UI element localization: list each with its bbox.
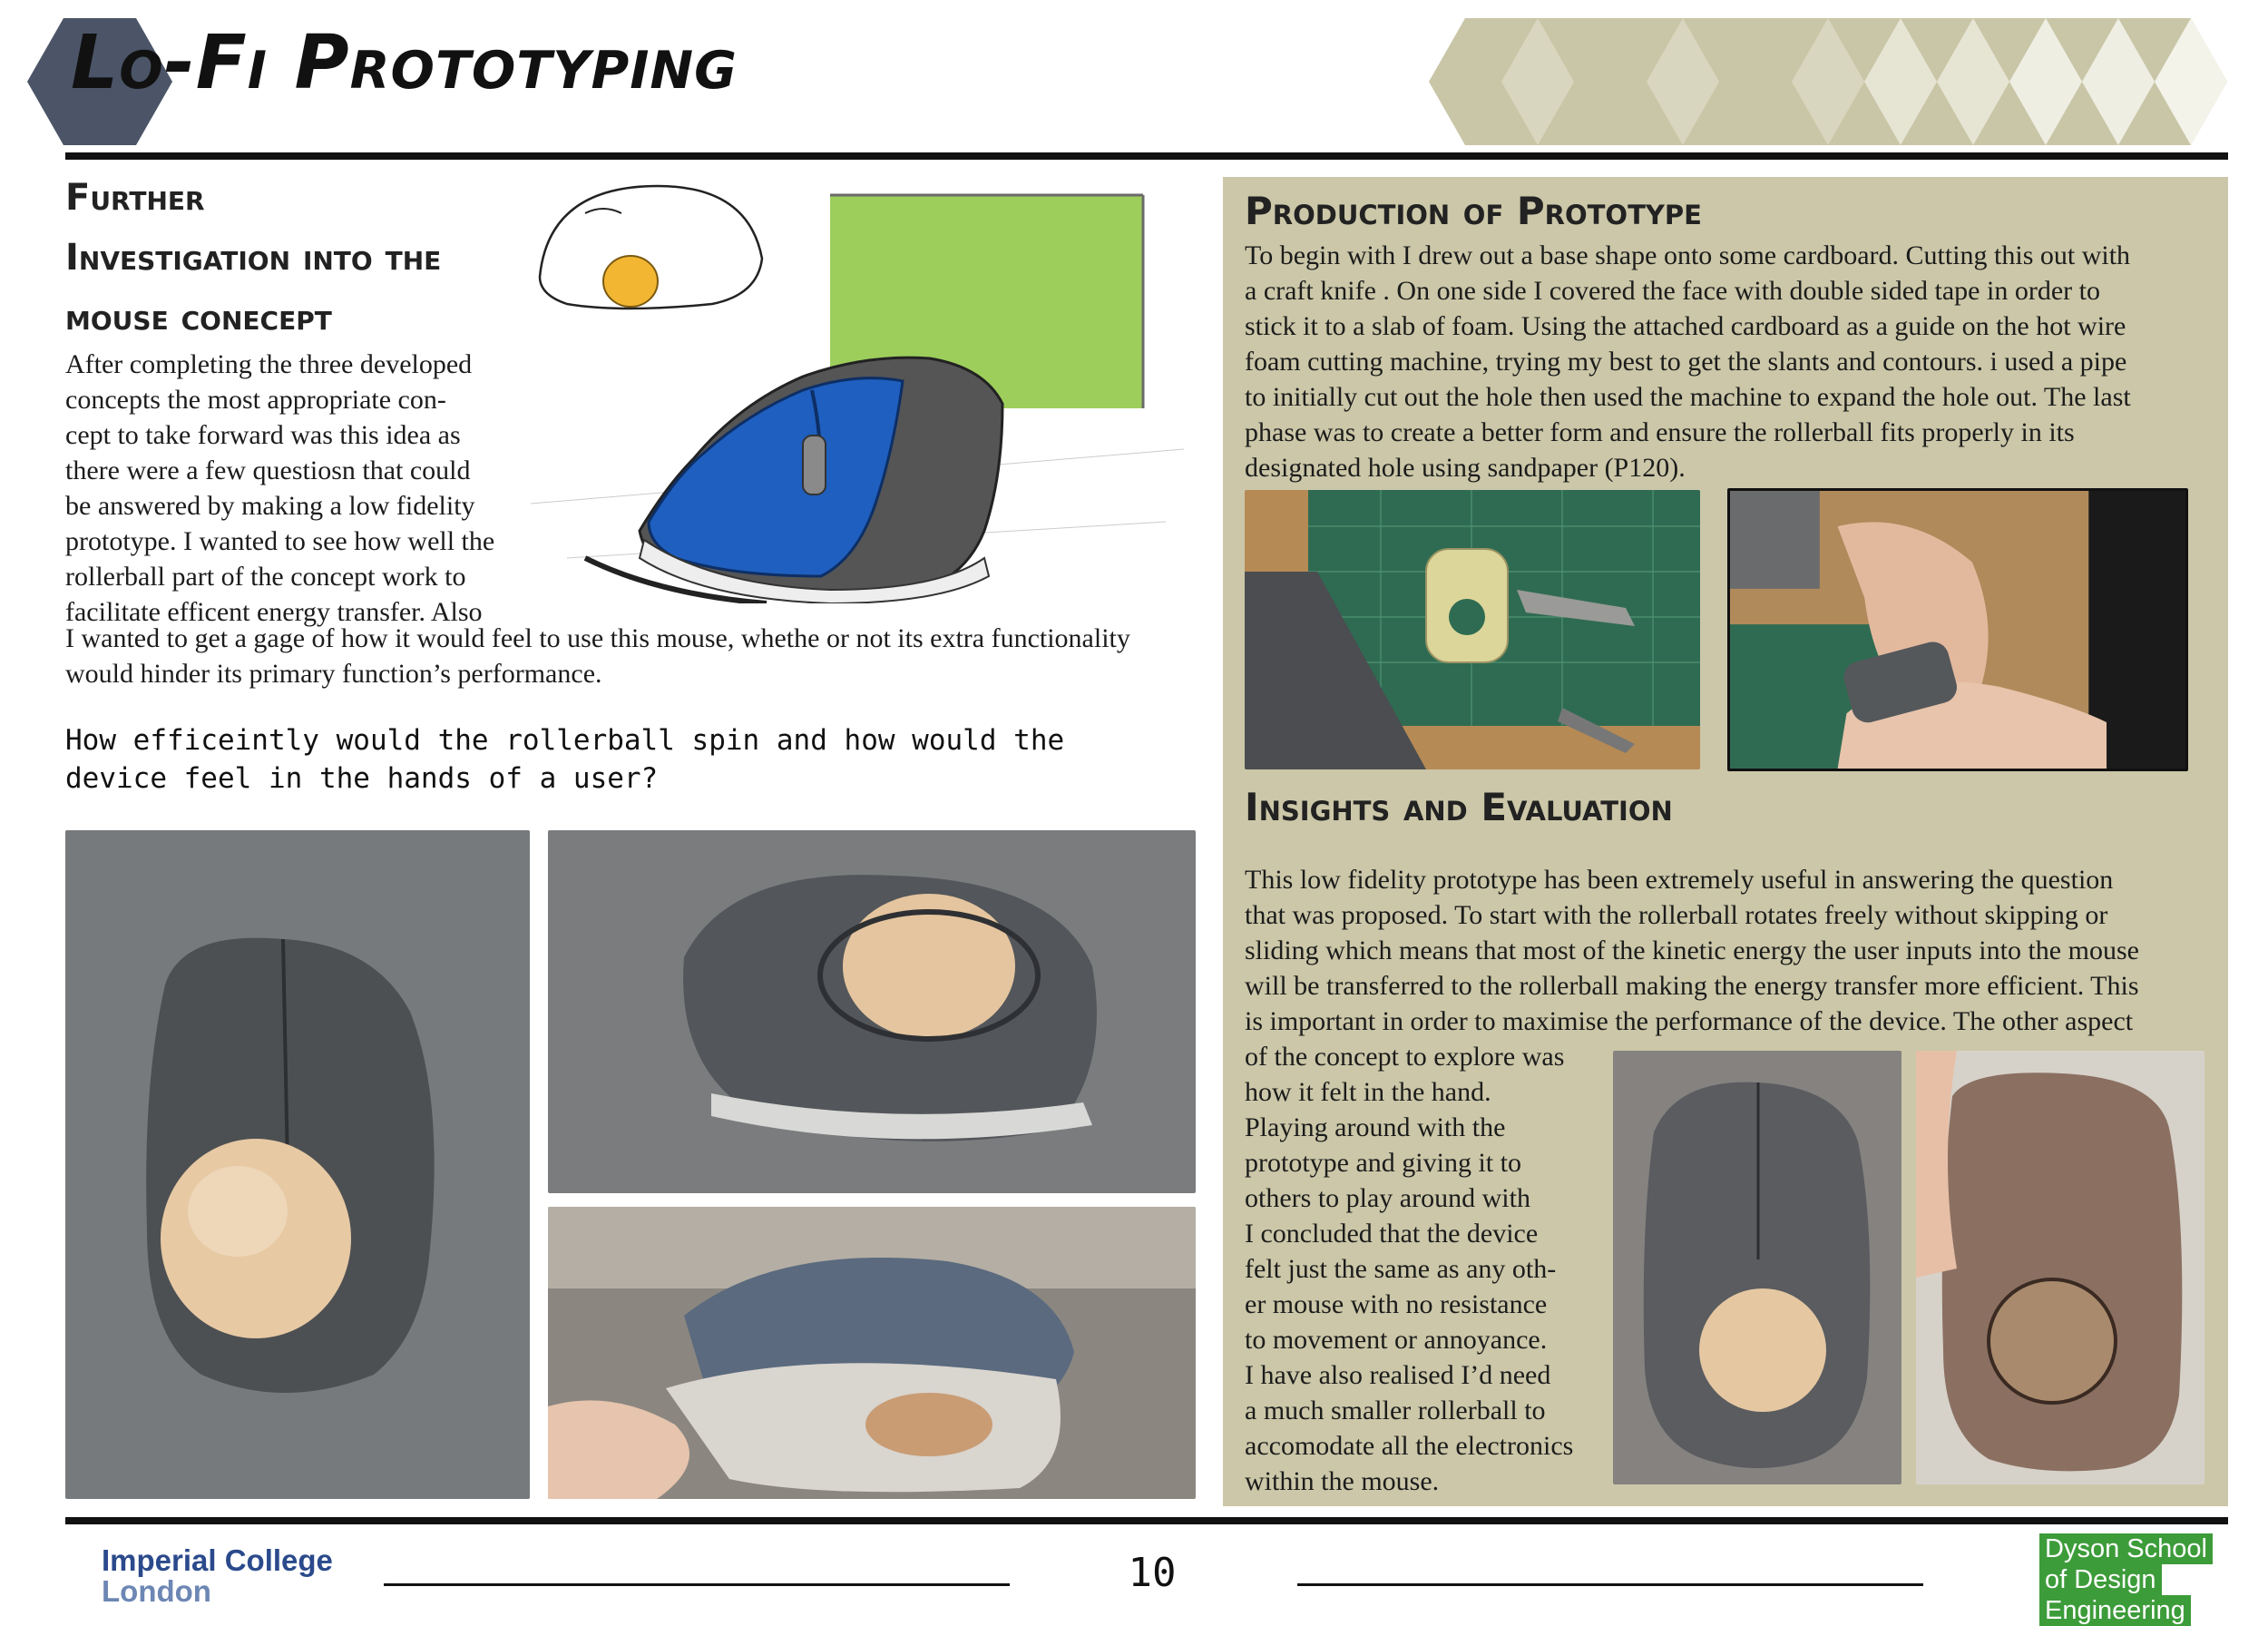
text-line: there were a few questiosn that could — [65, 455, 471, 485]
dyson-logo-line: of Design — [2039, 1564, 2162, 1595]
photo-prototype-base — [1916, 1051, 2204, 1484]
text-line: accomodate all the electronics — [1245, 1431, 1574, 1461]
text-line: After completing the three developed — [65, 349, 473, 379]
text-line: I wanted to get a gage of how it would feel to use this mouse, whethe or not its extra functionality — [65, 623, 1130, 653]
text-line: would hinder its primary function’s performance. — [65, 659, 602, 689]
footer-line-left — [384, 1583, 1010, 1586]
text-line: To begin with I drew out a base shape onto some cardboard. Cutting this out with — [1245, 240, 2131, 270]
photo-prototype-top — [65, 830, 530, 1499]
photo-prototype-angle — [548, 830, 1196, 1193]
text-line: stick it to a slab of foam. Using the attached cardboard as a guide on the hot wire — [1245, 311, 2126, 341]
intro-paragraph — [65, 347, 555, 630]
text-line: Playing around with the — [1245, 1112, 1506, 1142]
production-paragraph — [1245, 238, 2220, 485]
text-line: that was proposed. To start with the rollerball rotates freely without skipping or — [1245, 900, 2108, 930]
intro-continuation — [65, 621, 1208, 691]
text-line: rollerball part of the concept work to — [65, 562, 466, 592]
text-line: of the concept to explore was — [1245, 1042, 1565, 1072]
photo-cutting-mat — [1245, 490, 1700, 769]
text-line: designated hole using sandpaper (P120). — [1245, 453, 1686, 483]
text-line: This low fidelity prototype has been extremely useful in answering the question — [1245, 865, 2114, 895]
dyson-logo-line: Engineering — [2039, 1595, 2191, 1626]
text-line: phase was to create a better form and ensure the rollerball fits properly in its — [1245, 417, 2075, 447]
photo-prototype-front — [1613, 1051, 1901, 1484]
left-heading-line: mouse conecept — [65, 297, 332, 338]
text-line: concepts the most appropriate con- — [65, 385, 446, 415]
mouse-concept-sketch — [531, 177, 1184, 603]
text-line: er mouse with no resistance — [1245, 1289, 1548, 1319]
left-heading-line: Further — [65, 177, 205, 219]
text-line: others to play around with — [1245, 1183, 1530, 1213]
production-heading: Production of Prototype — [1245, 189, 1702, 233]
insights-heading: Insights and Evaluation — [1245, 785, 1673, 829]
text-line: to initially cut out the hole then used the machine to expand the hole out. The last — [1245, 382, 2131, 412]
photo-prototype-hand — [548, 1207, 1196, 1499]
insights-narrow-paragraph — [1245, 1039, 1589, 1499]
text-line: to movement or annoyance. — [1245, 1325, 1548, 1355]
text-line: facilitate efficent energy transfer. Also — [65, 597, 483, 627]
text-line: I concluded that the device — [1245, 1219, 1539, 1249]
text-line: foam cutting machine, trying my best to get the slants and contours. i used a pipe — [1245, 347, 2127, 377]
dyson-logo-line: Dyson School — [2039, 1533, 2213, 1564]
text-line: prototype. I wanted to see how well the — [65, 526, 495, 556]
text-line: within the mouse. — [1245, 1466, 1440, 1496]
text-line: felt just the same as any oth- — [1245, 1254, 1557, 1284]
text-line: is important in order to maximise the performance of the device. The other aspect — [1245, 1006, 2134, 1036]
diamond-pattern-decoration — [1429, 18, 2227, 145]
text-line: prototype and giving it to — [1245, 1148, 1521, 1178]
text-line: a craft knife . On one side I covered the face with double sided tape in order to — [1245, 276, 2100, 306]
footer-line-right — [1297, 1583, 1923, 1586]
page-number: 10 — [1128, 1550, 1177, 1596]
text-line: a much smaller rollerball to — [1245, 1396, 1546, 1425]
header — [0, 0, 2268, 159]
left-heading — [65, 168, 537, 348]
footer-rule — [65, 1517, 2228, 1524]
insights-paragraph — [1245, 862, 2224, 1039]
page-title: Lo-Fi Prototyping — [71, 20, 738, 106]
question-line: device feel in the hands of a user? — [65, 762, 659, 795]
question-line: How efficeintly would the rollerball spin and how would the — [65, 724, 1065, 757]
imperial-logo-line2: London — [102, 1574, 211, 1608]
imperial-logo — [102, 1545, 333, 1607]
header-rule — [65, 152, 2228, 160]
text-line: sliding which means that most of the kinetic energy the user inputs into the mouse — [1245, 935, 2139, 965]
text-line: I have also realised I’d need — [1245, 1360, 1551, 1390]
dyson-logo — [2039, 1533, 2213, 1626]
text-line: be answered by making a low fidelity — [65, 491, 475, 521]
photo-sanding — [1727, 488, 2188, 771]
left-heading-line: Investigation into the — [65, 237, 442, 279]
research-question — [65, 721, 1208, 798]
text-line: how it felt in the hand. — [1245, 1077, 1491, 1107]
imperial-logo-line1: Imperial College — [102, 1543, 333, 1577]
text-line: will be transferred to the rollerball making the energy transfer more efficient. This — [1245, 971, 2139, 1001]
text-line: cept to take forward was this idea as — [65, 420, 461, 450]
